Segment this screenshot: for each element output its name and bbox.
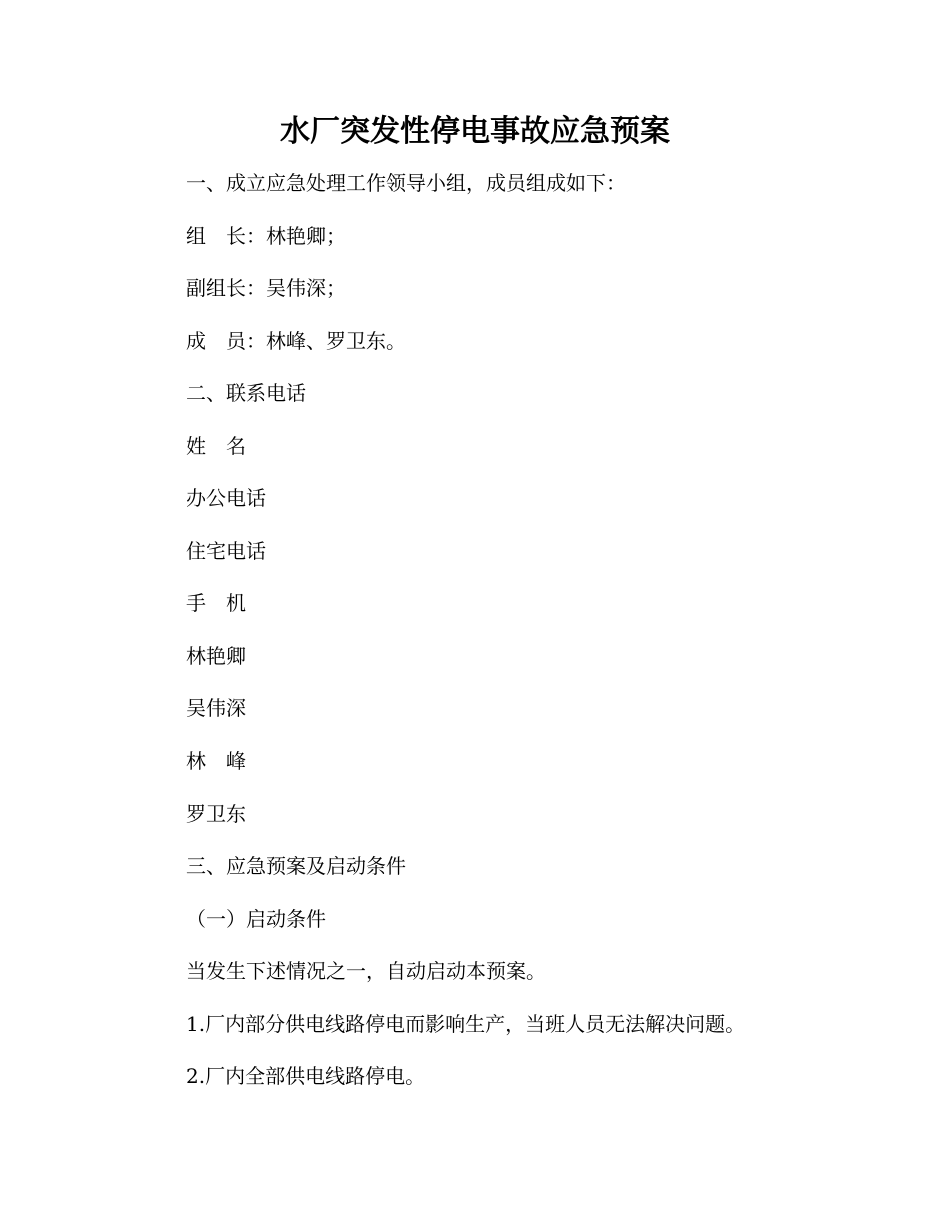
contact-name: 罗卫东: [186, 802, 246, 826]
section-2-heading: 二、联系电话: [186, 381, 306, 405]
contact-header-name: 姓 名: [186, 434, 246, 458]
section-3-heading: 三、应急预案及启动条件: [186, 854, 406, 878]
contact-header-mobile: 手 机: [186, 591, 246, 615]
contact-header-office-phone: 办公电话: [186, 486, 266, 510]
document-title: 水厂突发性停电事故应急预案: [280, 114, 670, 149]
members-line: 成 员：林峰、罗卫东。: [186, 329, 406, 353]
contact-header-home-phone: 住宅电话: [186, 539, 266, 563]
section-1-heading: 一、成立应急处理工作领导小组，成员组成如下：: [186, 171, 626, 195]
deputy-leader-line: 副组长：吴伟深；: [186, 276, 346, 300]
leader-line: 组 长：林艳卿；: [186, 224, 346, 248]
body-text: 当发生下述情况之一，自动启动本预案。: [186, 959, 546, 983]
subsection-heading: （一）启动条件: [186, 907, 326, 931]
list-item: 1.厂内部分供电线路停电而影响生产，当班人员无法解决问题。: [186, 1012, 746, 1036]
contact-name: 林艳卿: [186, 644, 246, 668]
contact-name: 吴伟深: [186, 696, 246, 720]
list-item: 2.厂内全部供电线路停电。: [186, 1064, 426, 1088]
contact-name: 林 峰: [186, 749, 246, 773]
